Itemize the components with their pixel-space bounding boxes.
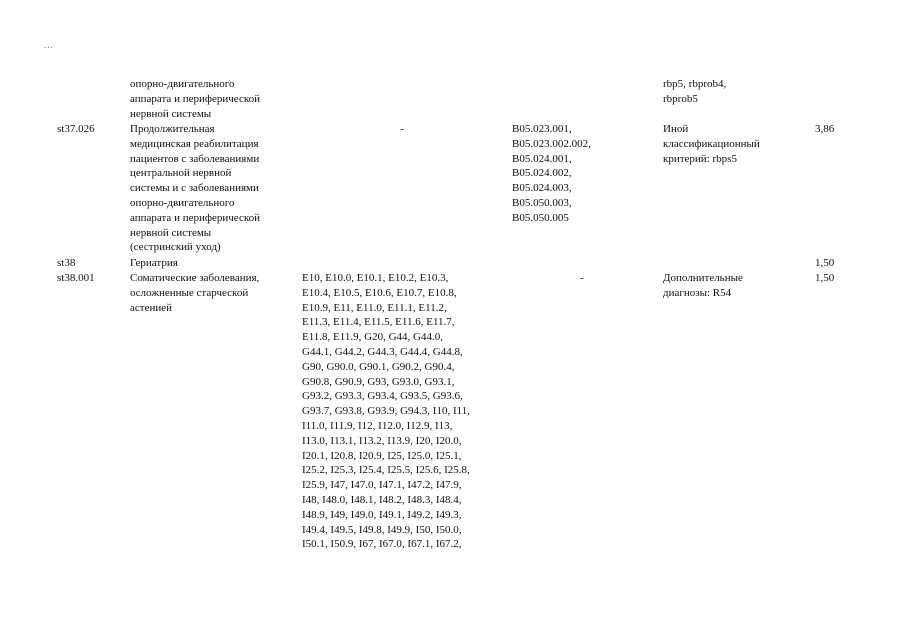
diagnosis-codes: -: [400, 123, 404, 135]
group-name: Продолжительная медицинская реабилитация пациентов с заболеваниями центральной нервной системы и с заболеваниями опорно-двигательного аппарата и периферической нервной системы (сестринский уход): [130, 123, 260, 254]
classification-criteria: rbp5, rbprob4, rbprob5: [663, 78, 727, 105]
group-name: опорно-двигательного аппарата и периферической нервной системы: [130, 78, 260, 120]
service-codes: -: [580, 272, 584, 284]
group-code: st38: [57, 257, 76, 269]
group-name: Гериатрия: [130, 257, 178, 269]
service-codes: B05.023.001, B05.023.002.002, B05.024.001, B05.024.002, B05.024.003, B05.050.003, B05.050.005: [512, 123, 591, 224]
classification-criteria: Иной классификационный критерий: rbps5: [663, 123, 760, 165]
cost-coefficient: 1,50: [815, 272, 835, 284]
diagnosis-codes: E10, E10.0, E10.1, E10.2, E10.3, E10.4, E10.5, E10.6, E10.7, E10.8, E10.9, E11, E11.0, E11.1, E11.2, E11.3, E11.4, E11.5, E11.6, E11.7, E11.8, E11.9, G20, G44, G44.0, G44.1, G44.2, G44.3, G44.4, G44.8, G90, G90.0, G90.1, G90.2, G90.4, G90.8, G90.9, G93, G93.0, G93.1, G93.2, G93.3, G93.4, G93.5, G93.6, G93.7, G93.8, G93.9, G94.3, I10, I11, I11.0, I11.9, I12, I12.0, I12.9, I13, I13.0, I13.1, I13.2, I13.9, I20, I20.0, I20.1, I20.8, I20.9, I25, I25.0, I25.1, I25.2, I25.3, I25.4, I25.5, I25.6, I25.8, I25.9, I47, I47.0, I47.1, I47.2, I47.9, I48, I48.0, I48.1, I48.2, I48.3, I48.4, I48.9, I49, I49.0, I49.1, I49.2, I49.3, I49.4, I49.5, I49.8, I49.9, I50, I50.0, I50.1, I50.9, I67, I67.0, I67.1, I67.2,: [302, 272, 470, 551]
group-name: Соматические заболевания, осложненные старческой астенией: [130, 272, 260, 314]
cost-coefficient: 1,50: [815, 257, 835, 269]
classification-criteria: Дополнительные диагнозы: R54: [663, 272, 743, 299]
cost-coefficient: 3,86: [815, 123, 835, 135]
group-code: st38.001: [57, 272, 95, 284]
group-code: st37.026: [57, 123, 95, 135]
page-marker: ...: [44, 40, 54, 50]
